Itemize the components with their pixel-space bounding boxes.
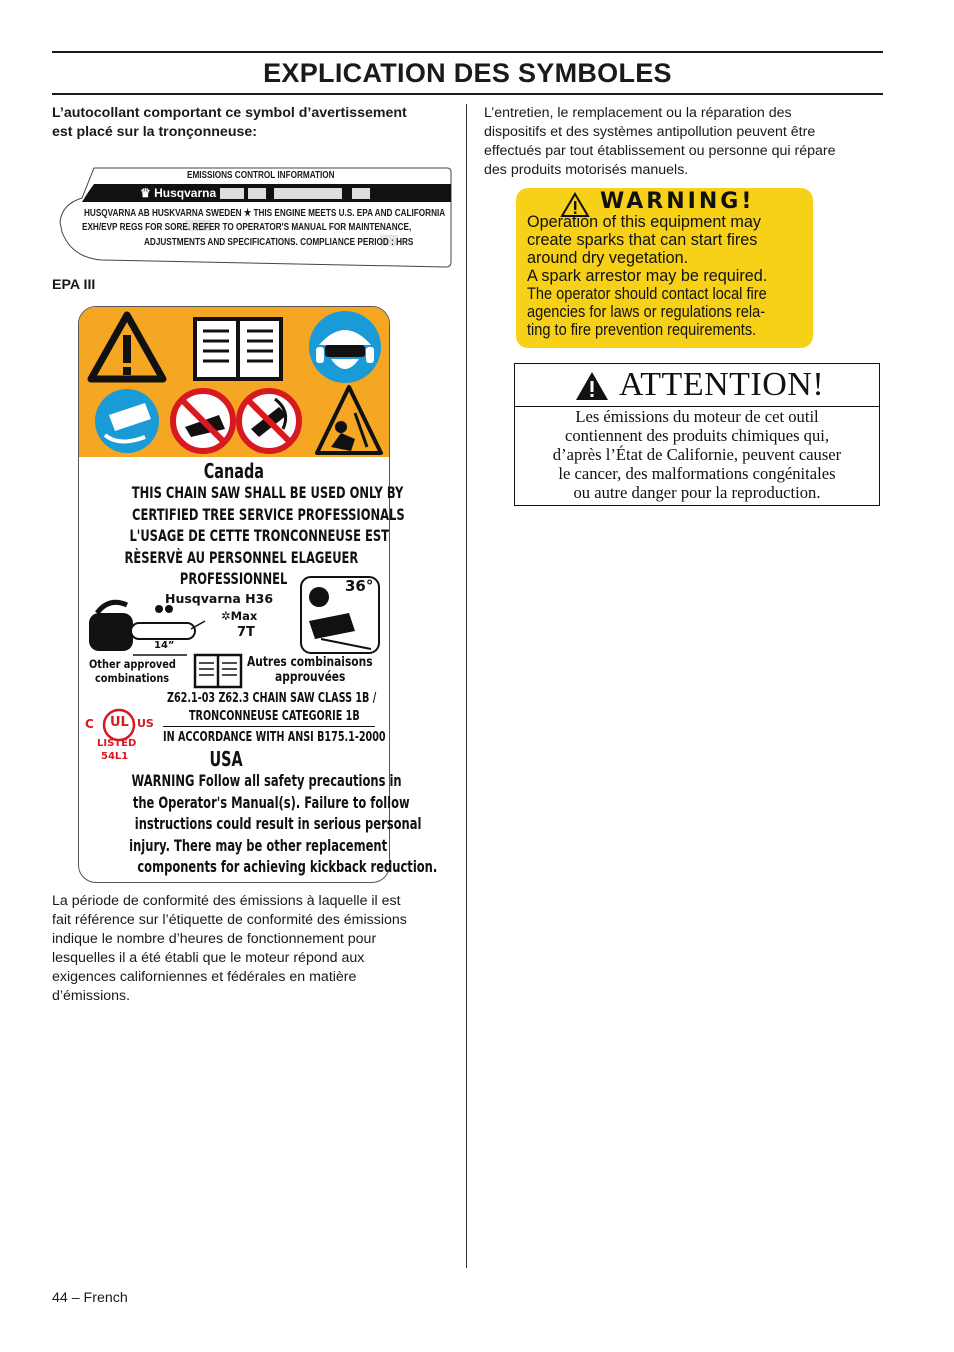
- manual-book-small-icon: [193, 653, 243, 689]
- standard-line-3: IN ACCORDANCE WITH ANSI B175.1-2000: [163, 730, 386, 745]
- attention-line-2: contiennent des produits chimiques qui,: [564, 426, 830, 445]
- warning-line-6: agencies for laws or regulations rela-: [527, 303, 766, 321]
- warning-line-7: ting to fire prevention requirements.: [527, 321, 757, 339]
- attention-line-1: Les émissions du moteur de cet outil: [575, 407, 819, 426]
- husqvarna-logo: ♛ Husqvarna: [140, 186, 217, 200]
- body-line-1: La période de conformité des émissions à laquelle il est: [52, 893, 401, 909]
- ul-us-mark: US: [137, 717, 154, 730]
- warning-line-1: Operation of this equipment may: [527, 213, 761, 231]
- bar-length: 14”: [154, 640, 175, 651]
- sprocket-star-icon: ✲: [221, 609, 231, 623]
- autres-combinaisons-line-2: approuvées: [275, 670, 346, 685]
- right-body-line-3: effectués par tout établissement ou personne qui répare: [484, 143, 836, 159]
- canada-text-line-5: PROFESSIONNEL: [180, 569, 288, 588]
- standard-line-2: TRONCONNEUSE CATEGORIE 1B: [189, 709, 360, 724]
- warning-title: WARNING!: [600, 189, 755, 214]
- other-approved-line-1: Other approved: [89, 657, 176, 671]
- right-body-line-2: dispositifs et des systèmes antipollution peuvent être: [484, 124, 816, 140]
- canada-text-line-2: CERTIFIED TREE SERVICE PROFESSIONALS: [132, 505, 405, 524]
- emissions-label-line-1: HUSQVARNA AB HUSKVARNA SWEDEN ★ THIS ENGINE MEETS U.S. EPA AND CALIFORNIA: [84, 207, 446, 219]
- body-line-2: fait référence sur l’étiquette de conformité des émissions: [52, 912, 407, 928]
- ul-listed: LISTED: [97, 738, 137, 749]
- standard-line-1: Z62.1-03 Z62.3 CHAIN SAW CLASS 1B /: [167, 691, 377, 706]
- ul-mark: UL: [110, 715, 129, 730]
- page-title: EXPLICATION DES SYMBOLES: [263, 58, 672, 88]
- no-tip-contact-icon: [239, 391, 299, 451]
- bystanders-icon: [317, 387, 381, 453]
- emissions-label-line-3: ADJUSTMENTS AND SPECIFICATIONS. COMPLIANCE PERIOD : HRS: [144, 236, 414, 248]
- attention-title: ATTENTION!: [619, 366, 825, 403]
- warning-line-3: around dry vegetation.: [527, 249, 689, 267]
- warning-triangle-icon: [91, 315, 163, 379]
- emissions-label-line-2: EXH/EVP REGS FOR SORE. REFER TO OPERATOR'S MANUAL FOR MAINTENANCE,: [82, 221, 412, 233]
- max-value: 7T: [237, 625, 255, 640]
- intro-line-2: est placé sur la tronçonneuse:: [52, 124, 257, 140]
- body-line-6: d’émissions.: [52, 988, 131, 1004]
- page-footer: 44 – French: [52, 1290, 128, 1306]
- warning-text-line-4: injury. There may be other replacement: [129, 836, 388, 855]
- body-line-4: lesquelles il a été établi que le moteur répond aux: [52, 950, 365, 966]
- warning-line-5: The operator should contact local fire: [527, 285, 767, 303]
- attention-line-4: le cancer, des malformations congénitales: [558, 464, 836, 483]
- warning-text-line-3: instructions could result in serious personal: [134, 814, 422, 833]
- warning-text-line-5: components for achieving kickback reduction.: [137, 857, 438, 876]
- no-one-hand-icon: [173, 391, 233, 451]
- chainsaw-icon: [89, 602, 195, 655]
- warning-line-2: create sparks that can start fires: [527, 231, 758, 249]
- husqvarna-crown-icon: ♛: [140, 186, 151, 200]
- spark-warning-label: [516, 188, 813, 348]
- header-bottom-rule: [52, 93, 883, 95]
- epa-safety-label: [78, 306, 438, 883]
- kickback-icon: [95, 389, 159, 453]
- emissions-control-label: [52, 162, 452, 268]
- chain-sprocket-icon: [155, 605, 173, 613]
- manual-book-icon: [195, 319, 281, 379]
- ul-c-mark: C: [85, 717, 94, 731]
- epa-heading: EPA III: [52, 277, 96, 293]
- canada-text-line-3: L'USAGE DE CETTE TRONCONNEUSE EST: [129, 526, 389, 545]
- warning-line-4: A spark arrestor may be required.: [527, 267, 768, 285]
- attention-line-3: d’après l’État de Californie, peuvent causer: [552, 445, 842, 464]
- ul-listed-code: 54L1: [101, 751, 129, 762]
- right-body-line-4: des produits motorisés manuels.: [484, 162, 689, 178]
- attention-line-5: ou autre danger pour la reproduction.: [573, 483, 821, 502]
- sharpening-angle: 36°: [345, 577, 374, 595]
- attention-label: [514, 363, 880, 506]
- usa-heading: USA: [209, 747, 243, 771]
- canada-text-line-4: RÈSERVÈ AU PERSONNEL ELAGEUER: [124, 548, 359, 567]
- canada-heading: Canada: [203, 459, 265, 483]
- autres-combinaisons-line-1: Autres combinaisons: [247, 655, 373, 670]
- column-divider: [466, 104, 467, 1268]
- attention-header: [515, 364, 879, 407]
- canada-text-line-1: THIS CHAIN SAW SHALL BE USED ONLY BY: [131, 483, 404, 502]
- header-top-rule: [52, 51, 883, 53]
- right-body-line-1: L’entretien, le remplacement ou la réparation des: [484, 105, 792, 121]
- warning-triangle-icon: [575, 371, 609, 401]
- intro-line-1: L’autocollant comportant ce symbol d’avertissement: [52, 105, 407, 121]
- head-protection-icon: [309, 311, 381, 383]
- max-label: ✲Max: [221, 609, 258, 623]
- emissions-label-title: EMISSIONS CONTROL INFORMATION: [187, 169, 335, 181]
- warning-text-line-1: WARNING Follow all safety precautions in: [131, 771, 402, 790]
- standard-underline: [163, 726, 375, 727]
- body-line-3: indique le nombre d’heures de fonctionnement pour: [52, 931, 377, 947]
- warning-text-line-2: the Operator's Manual(s). Failure to follow: [132, 793, 410, 812]
- body-line-5: exigences californiennes et fédérales en matière: [52, 969, 357, 985]
- other-approved-line-2: combinations: [95, 671, 170, 685]
- model-name: Husqvarna H36: [165, 591, 274, 606]
